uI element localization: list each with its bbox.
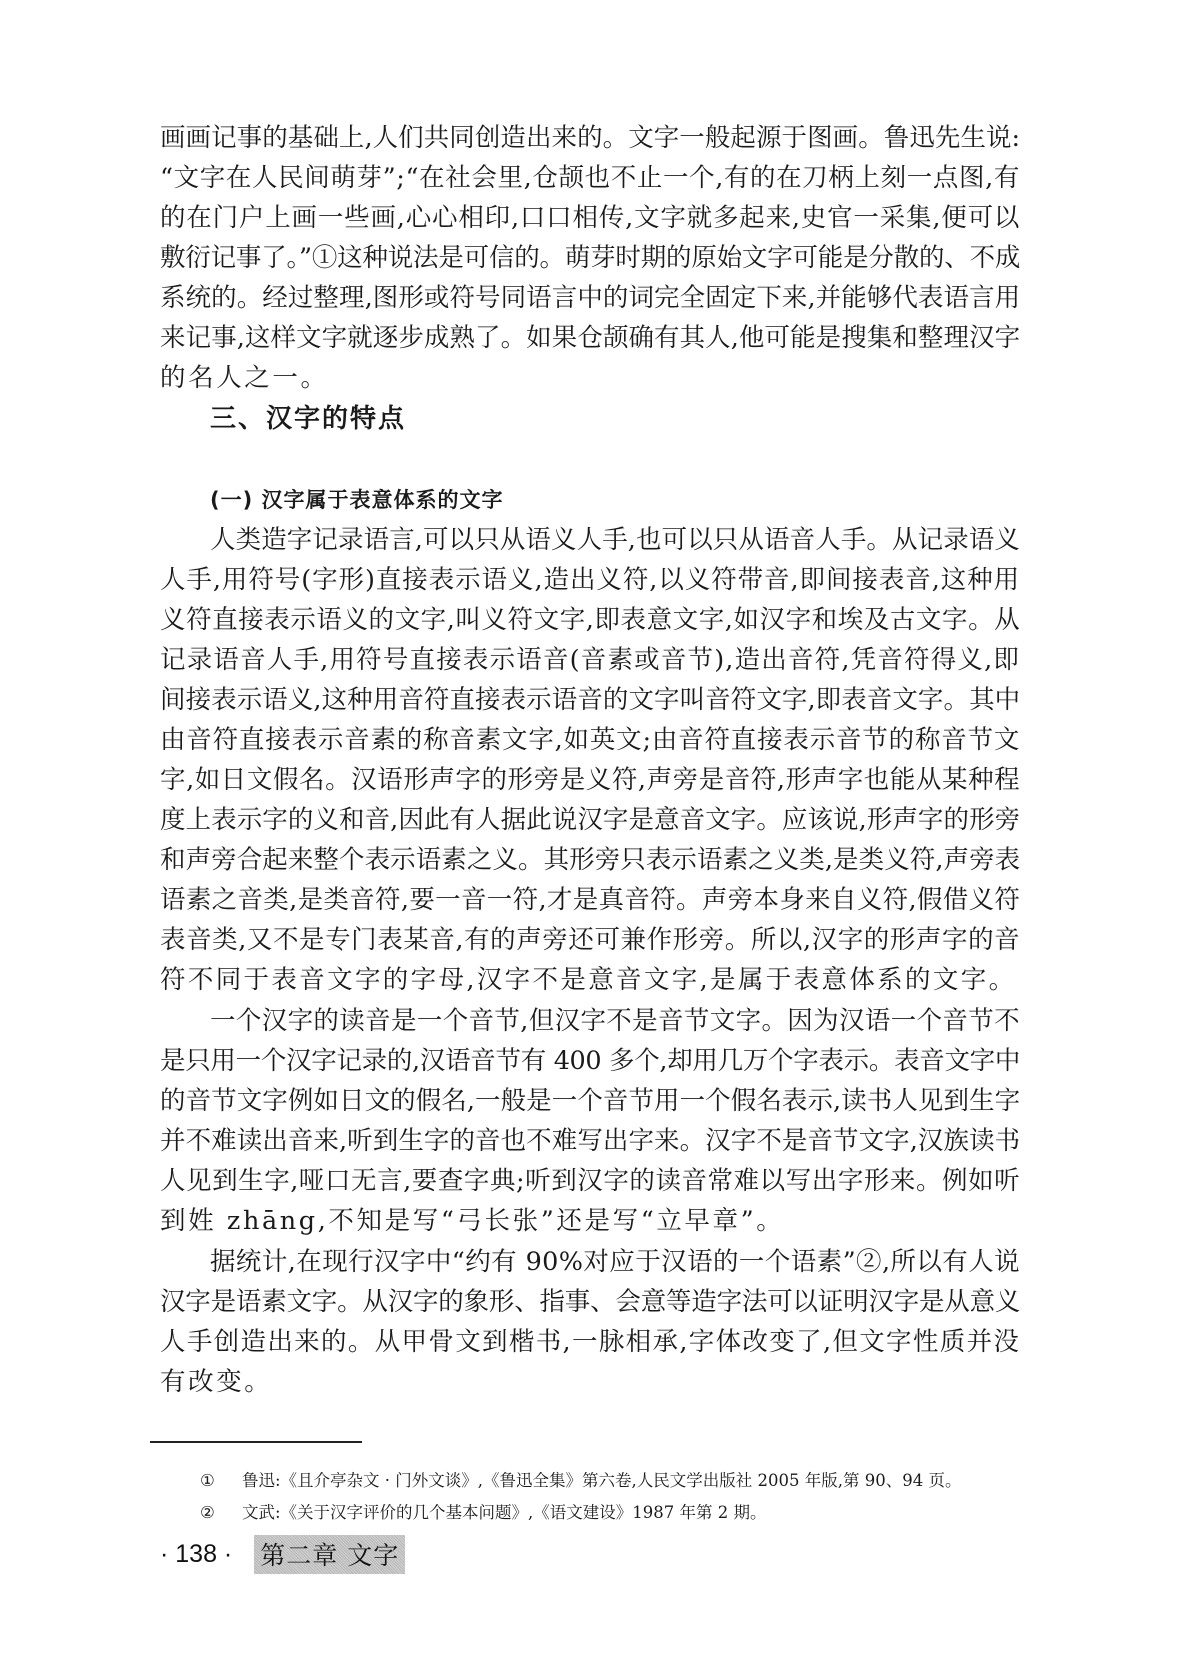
text-line: 记录语音人手,用符号直接表示语音(音素或音节),造出音符,凭音符得义,即 [160, 645, 1020, 675]
text-line: 人手创造出来的。从甲骨文到楷书,一脉相承,字体改变了,但文字性质并没 [160, 1327, 1020, 1357]
text-line: 语素之音类,是类音符,要一音一符,才是真音符。声旁本身来自义符,假借义符 [160, 885, 1020, 915]
text-line: “文字在人民间萌芽”;“在社会里,仓颉也不止一个,有的在刀柄上刻一点图,有 [160, 163, 1020, 193]
chapter-label: 第二章 文字 [254, 1535, 405, 1574]
footnote-marker: ② [200, 1503, 215, 1522]
text-line: 人手,用符号(字形)直接表示语义,造出义符,以义符带音,即间接表音,这种用 [160, 565, 1020, 595]
text-line: 度上表示字的义和音,因此有人据此说汉字是意音文字。应该说,形声字的形旁 [160, 805, 1020, 835]
text-line: 的名人之一。 [160, 363, 329, 393]
text-line: 人类造字记录语言,可以只从语义人手,也可以只从语音人手。从记录语义 [210, 525, 1020, 555]
text-line: 系统的。经过整理,图形或符号同语言中的词完全固定下来,并能够代表语言用 [160, 283, 1020, 313]
footnote-1 [200, 1470, 962, 1492]
subsection-heading: (一) 汉字属于表意体系的文字 [210, 488, 504, 512]
page-number: · 138 · [160, 1539, 233, 1568]
text-line: 符不同于表音文字的字母,汉字不是意音文字,是属于表意体系的文字。 [160, 965, 1017, 995]
text-line: 的在门户上画一些画,心心相印,口口相传,文字就多起来,史官一采集,便可以 [160, 203, 1020, 233]
text-line: 一个汉字的读音是一个音节,但汉字不是音节文字。因为汉语一个音节不 [210, 1006, 1020, 1036]
section-heading: 三、汉字的特点 [210, 404, 407, 434]
text-line: 画画记事的基础上,人们共同创造出来的。文字一般起源于图画。鲁迅先生说: [160, 123, 1020, 153]
text-line: 有改变。 [160, 1367, 273, 1397]
text-line: 人见到生字,哑口无言,要查字典;听到汉字的读音常难以写出字形来。例如听 [160, 1166, 1020, 1196]
footnote-text: 鲁迅:《且介亭杂文 · 门外文谈》,《鲁迅全集》第六卷,人民文学出版社 2005 年版,第 90、94 页。 [242, 1471, 962, 1490]
text-line: 并不难读出音来,听到生字的音也不难写出字来。汉字不是音节文字,汉族读书 [160, 1126, 1020, 1156]
footnote-2 [200, 1502, 767, 1524]
text-line: 义符直接表示语义的文字,叫义符文字,即表意文字,如汉字和埃及古文字。从 [160, 605, 1020, 635]
text-line: 字,如日文假名。汉语形声字的形旁是义符,声旁是音符,形声字也能从某种程 [160, 765, 1020, 795]
footnote-text: 文武:《关于汉字评价的几个基本问题》,《语文建设》1987 年第 2 期。 [242, 1503, 767, 1522]
text-line: 是只用一个汉字记录的,汉语音节有 400 多个,却用几万个字表示。表音文字中 [160, 1046, 1020, 1076]
text-line: 由音符直接表示音素的称音素文字,如英文;由音符直接表示音节的称音节文 [160, 725, 1020, 755]
text-line: 据统计,在现行汉字中“约有 90%对应于汉语的一个语素”②,所以有人说 [210, 1247, 1020, 1277]
text-line: 和声旁合起来整个表示语素之义。其形旁只表示语素之义类,是类义符,声旁表 [160, 845, 1020, 875]
text-line: 间接表示语义,这种用音符直接表示语音的文字叫音符文字,即表音文字。其中 [160, 685, 1020, 715]
footnote-marker: ① [200, 1471, 215, 1490]
text-line: 的音节文字例如日文的假名,一般是一个音节用一个假名表示,读书人见到生字 [160, 1086, 1020, 1116]
text-line: 汉字是语素文字。从汉字的象形、指事、会意等造字法可以证明汉字是从意义 [160, 1287, 1020, 1317]
page-footer [160, 1536, 405, 1572]
text-line: 到姓 zhāng,不知是写“弓长张”还是写“立早章”。 [160, 1206, 785, 1236]
text-line: 敷衍记事了。”①这种说法是可信的。萌芽时期的原始文字可能是分散的、不成 [160, 243, 1020, 273]
text-line: 来记事,这样文字就逐步成熟了。如果仓颉确有其人,他可能是搜集和整理汉字 [160, 323, 1020, 353]
text-line: 表音类,又不是专门表某音,有的声旁还可兼作形旁。所以,汉字的形声字的音 [160, 925, 1020, 955]
footnote-divider [150, 1441, 362, 1443]
